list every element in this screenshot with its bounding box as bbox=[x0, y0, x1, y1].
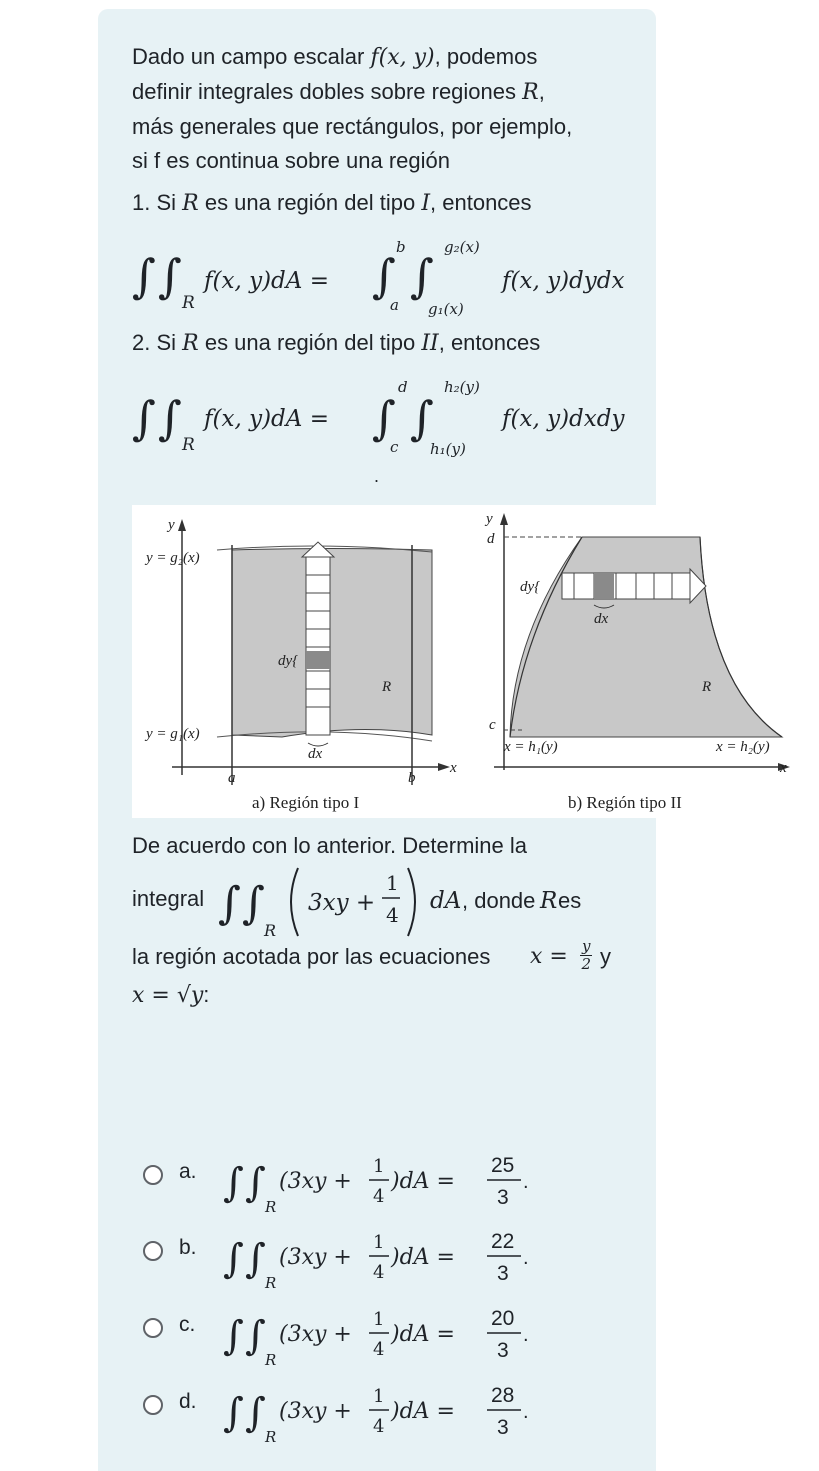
option-a-expression bbox=[223, 1150, 563, 1220]
formula-2-upper-2: h₂(y) bbox=[444, 378, 480, 396]
formula-1-region: R bbox=[182, 293, 195, 313]
problem-integral-line bbox=[132, 862, 652, 942]
label-top-curve-a: y = g₂(x) bbox=[146, 550, 200, 566]
label-x-axis-a: x bbox=[450, 760, 457, 776]
option-b[interactable] bbox=[143, 1230, 623, 1296]
svg-text:(3xy +: (3xy + bbox=[279, 1245, 352, 1270]
case-2-heading: 2. Si R es una región del tipo II, entonces bbox=[132, 330, 541, 356]
label-right-curve-b: x = h₂(y) bbox=[716, 739, 770, 755]
svg-text:R: R bbox=[265, 1274, 277, 1292]
svg-text:(3xy +: (3xy + bbox=[279, 1322, 352, 1347]
svg-text:20: 20 bbox=[491, 1307, 515, 1330]
label-tick-a: a bbox=[228, 770, 236, 786]
svg-text:∫: ∫ bbox=[223, 1160, 244, 1206]
label-y-axis-b: y bbox=[486, 511, 493, 527]
label-dx-b: dx bbox=[594, 611, 609, 627]
region-figure bbox=[132, 505, 819, 818]
svg-text:∫: ∫ bbox=[223, 1236, 244, 1282]
svg-text:3: 3 bbox=[497, 1416, 509, 1439]
radio-option-a[interactable] bbox=[143, 1165, 163, 1185]
option-a[interactable] bbox=[143, 1154, 623, 1220]
formula-1-lower-1: a bbox=[390, 296, 399, 314]
svg-text:3: 3 bbox=[497, 1262, 509, 1285]
svg-text:)dA =: )dA = bbox=[391, 1169, 455, 1194]
svg-text:R: R bbox=[265, 1351, 277, 1369]
svg-text:∫: ∫ bbox=[132, 249, 156, 303]
svg-text:28: 28 bbox=[491, 1384, 515, 1407]
caption-region-type-2: b) Región tipo II bbox=[568, 793, 682, 812]
option-c-expression bbox=[223, 1303, 563, 1373]
svg-text:∫: ∫ bbox=[372, 249, 396, 303]
intro-line-2: definir integrales dobles sobre regiones R, bbox=[132, 79, 545, 105]
region-type-1-diagram bbox=[144, 517, 457, 812]
svg-text:R: R bbox=[265, 1198, 277, 1216]
svg-text:∫: ∫ bbox=[223, 1313, 244, 1359]
label-region-a: R bbox=[382, 679, 392, 695]
svg-text:.: . bbox=[523, 1247, 529, 1269]
label-tick-b: b bbox=[408, 770, 416, 786]
svg-text:∫: ∫ bbox=[242, 878, 265, 929]
svg-text:)dA =: )dA = bbox=[391, 1399, 455, 1424]
formula-type-2 bbox=[132, 370, 662, 465]
problem-frac-den: 4 bbox=[386, 903, 399, 927]
svg-text:∫: ∫ bbox=[245, 1313, 266, 1359]
svg-text:∫: ∫ bbox=[223, 1390, 244, 1436]
option-c[interactable] bbox=[143, 1307, 623, 1373]
label-dx-a: dx bbox=[308, 746, 323, 762]
formula-2-lower-2: h₁(y) bbox=[430, 440, 466, 458]
svg-text:1: 1 bbox=[373, 1386, 385, 1407]
formula-type-1 bbox=[132, 228, 662, 323]
problem-region-sub: R bbox=[264, 921, 277, 940]
problem-dA: dA bbox=[430, 888, 462, 914]
formula-1-lhs: f(x, y)dA = bbox=[204, 268, 329, 294]
option-d-letter: d. bbox=[179, 1390, 197, 1413]
option-b-expression bbox=[223, 1226, 563, 1296]
caption-region-type-1: a) Región tipo I bbox=[252, 793, 360, 812]
svg-text:4: 4 bbox=[373, 1186, 385, 1207]
case-1-heading: 1. Si R es una región del tipo I, entonces bbox=[132, 190, 532, 216]
problem-integrand: 3xy + bbox=[308, 890, 376, 916]
intro-line-3: más generales que rectángulos, por ejemplo, bbox=[132, 114, 573, 139]
svg-text:)dA =: )dA = bbox=[391, 1245, 455, 1270]
svg-text:4: 4 bbox=[373, 1416, 385, 1437]
formula-2-upper-1: d bbox=[398, 378, 408, 396]
left-margin bbox=[0, 0, 58, 1471]
svg-text:(3xy +: (3xy + bbox=[279, 1399, 352, 1424]
problem-line-4: x = √y: bbox=[132, 982, 210, 1008]
label-c: c bbox=[489, 717, 496, 733]
svg-text:4: 4 bbox=[373, 1262, 385, 1283]
svg-text:25: 25 bbox=[491, 1154, 515, 1177]
option-b-letter: b. bbox=[179, 1236, 197, 1259]
option-d[interactable] bbox=[143, 1384, 623, 1450]
separator-dot: . bbox=[374, 466, 380, 486]
svg-text:.: . bbox=[523, 1401, 529, 1423]
svg-text:∫: ∫ bbox=[245, 1236, 266, 1282]
svg-text:∫: ∫ bbox=[132, 391, 156, 445]
label-dy-b: dy{ bbox=[520, 579, 541, 595]
question-text bbox=[132, 40, 632, 178]
intro-line-4: si f es continua sobre una región bbox=[132, 148, 450, 173]
problem-es: es bbox=[558, 888, 582, 913]
radio-option-c[interactable] bbox=[143, 1318, 163, 1338]
label-d: d bbox=[487, 531, 495, 547]
svg-text:∫: ∫ bbox=[158, 249, 182, 303]
option-a-letter: a. bbox=[179, 1160, 197, 1183]
svg-text:4: 4 bbox=[373, 1339, 385, 1360]
formula-1-integrand: f(x, y)dydx bbox=[502, 268, 625, 294]
svg-text:∫: ∫ bbox=[410, 249, 434, 303]
svg-text:∫: ∫ bbox=[158, 391, 182, 445]
option-d-expression bbox=[223, 1380, 563, 1450]
label-bottom-curve-a: y = g₁(x) bbox=[146, 726, 200, 742]
svg-text:3: 3 bbox=[497, 1339, 509, 1362]
formula-1-lower-2: g₁(x) bbox=[428, 300, 464, 318]
svg-text:1: 1 bbox=[373, 1309, 385, 1330]
svg-text:∫: ∫ bbox=[245, 1390, 266, 1436]
formula-2-lower-1: c bbox=[390, 438, 399, 456]
problem-donde: , donde bbox=[462, 888, 536, 913]
svg-text:∫: ∫ bbox=[372, 391, 396, 445]
svg-text:∫: ∫ bbox=[245, 1160, 266, 1206]
svg-text:(3xy +: (3xy + bbox=[279, 1169, 352, 1194]
integral-word: integral bbox=[132, 886, 205, 911]
svg-text:1: 1 bbox=[373, 1156, 385, 1177]
problem-line-1: De acuerdo con lo anterior. Determine la bbox=[132, 833, 527, 858]
region-type-2-diagram bbox=[484, 511, 790, 812]
svg-text:∫: ∫ bbox=[218, 878, 241, 929]
option-c-letter: c. bbox=[179, 1313, 196, 1336]
label-dy-a: dy{ bbox=[278, 653, 299, 669]
label-left-curve-b: x = h₁(y) bbox=[504, 739, 558, 755]
label-region-b: R bbox=[702, 679, 712, 695]
formula-2-lhs: f(x, y)dA = bbox=[204, 406, 329, 432]
svg-text:R: R bbox=[265, 1428, 277, 1446]
radio-option-b[interactable] bbox=[143, 1241, 163, 1261]
svg-text:1: 1 bbox=[373, 1232, 385, 1253]
problem-line-3: la región acotada por las ecuaciones x = $\frac{y}{2}$ y bbox=[132, 937, 611, 973]
formula-2-region: R bbox=[182, 435, 195, 455]
formula-1-upper-1: b bbox=[396, 238, 406, 256]
intro-line-1: Dado un campo escalar f(x, y), podemos bbox=[132, 44, 538, 70]
problem-frac-num: 1 bbox=[386, 871, 399, 895]
svg-text:.: . bbox=[523, 1171, 529, 1193]
formula-1-upper-2: g₂(x) bbox=[444, 238, 480, 256]
svg-text:∫: ∫ bbox=[410, 391, 434, 445]
problem-R: R bbox=[540, 888, 558, 914]
label-y-axis-a: y bbox=[168, 517, 175, 533]
svg-text:3: 3 bbox=[497, 1186, 509, 1209]
radio-option-d[interactable] bbox=[143, 1395, 163, 1415]
svg-text:22: 22 bbox=[491, 1230, 515, 1253]
formula-2-integrand: f(x, y)dxdy bbox=[502, 406, 625, 432]
label-x-axis-b: x bbox=[780, 760, 787, 776]
svg-text:.: . bbox=[523, 1324, 529, 1346]
eq1-fraction: $\frac{y}{2}$ bbox=[581, 937, 592, 973]
svg-text:)dA =: )dA = bbox=[391, 1322, 455, 1347]
